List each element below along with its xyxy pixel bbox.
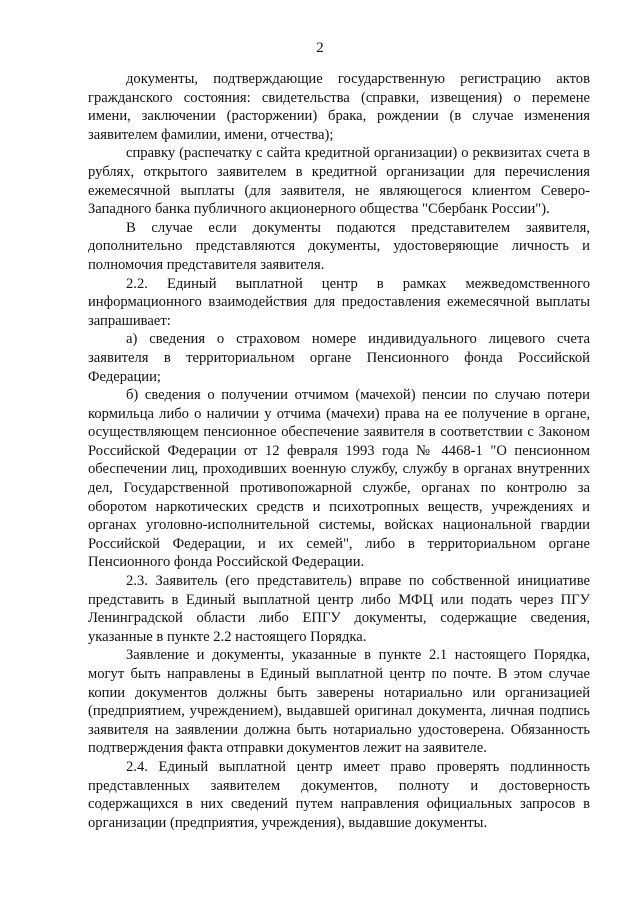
paragraph-2-4: 2.4. Единый выплатной центр имеет право проверять подлинность представленных заявителем документов, полноту и достоверность содержащихся в них сведений путем направления официальных запросов в организации (предприятия, учреждения), выдавшие документы. [88,758,590,831]
paragraph-2-2: 2.2. Единый выплатной центр в рамках межведомственного информационного взаимодействия для предоставления ежемесячной выплаты запрашивает: [88,275,590,329]
paragraph-mail-submission: Заявление и документы, указанные в пункте 2.1 настоящего Порядка, могут быть направлены в Единый выплатной центр по почте. В этом случае копии документов должны быть заверены нотариально или организацией (предприятием, учреждением), выдавшей оригинал документа, личная подпись заявителя на заявлении должна быть нотариально удостоверена. Обязанность подтверждения факта отправки документов лежит на заявителе. [88,647,590,757]
paragraph-representative: В случае если документы подаются представителем заявителя, дополнительно представляются документы, удостоверяющие личность и полномочия представителя заявителя. [88,219,590,273]
paragraph-2-2-a: а) сведения о страховом номере индивидуального лицевого счета заявителя в территориальном органе Пенсионного фонда Российской Федерации; [88,331,590,385]
page-number: 2 [316,40,324,56]
paragraph-2-3: 2.3. Заявитель (его представитель) вправе по собственной инициативе представить в Единый выплатной центр либо МФЦ или подать через ПГУ Ленинградской области либо ЕПГУ документы, содержащие сведения, указанные в пункте 2.2 настоящего Порядка. [88,573,590,645]
paragraph-bank-account: справку (распечатку с сайта кредитной организации) о реквизитах счета в рублях, открытого заявителем в кредитной организации для перечисления ежемесячной выплаты (для заявителя, не являющегося клиентом Северо-Западного банка публичного акционерного общества "Сбербанк России"). [88,145,590,218]
paragraph-civil-status-docs: документы, подтверждающие государственную регистрацию актов гражданского состояния: свидетельства (справки, извещения) о перемене имени, заключении (расторжении) брака, рождении (в случае изменения заявителем фамилии, имени, отчества); [88,71,590,143]
paragraph-2-2-b: б) сведения о получении отчимом (мачехой) пенсии по случаю потери кормильца либо о наличии у отчима (мачехи) права на ее получение в органе, осуществляющем пенсионное обеспечение заявителя в соответствии с Законом Российской Федерации от 12 февраля 1993 года № 4468-1 "О пенсионном обеспечении лиц, проходивших военную службу, службу в органах внутренних дел, Государственной противопожарной службе, органах по контролю за оборотом наркотических средств и психотропных веществ, учреждениях и органах уголовно-исполнительной системы, войсках национальной гвардии Российской Федерации, и их семей", либо в территориальном органе Пенсионного фонда Российской Федерации. [88,387,590,571]
document-body [88,70,590,832]
